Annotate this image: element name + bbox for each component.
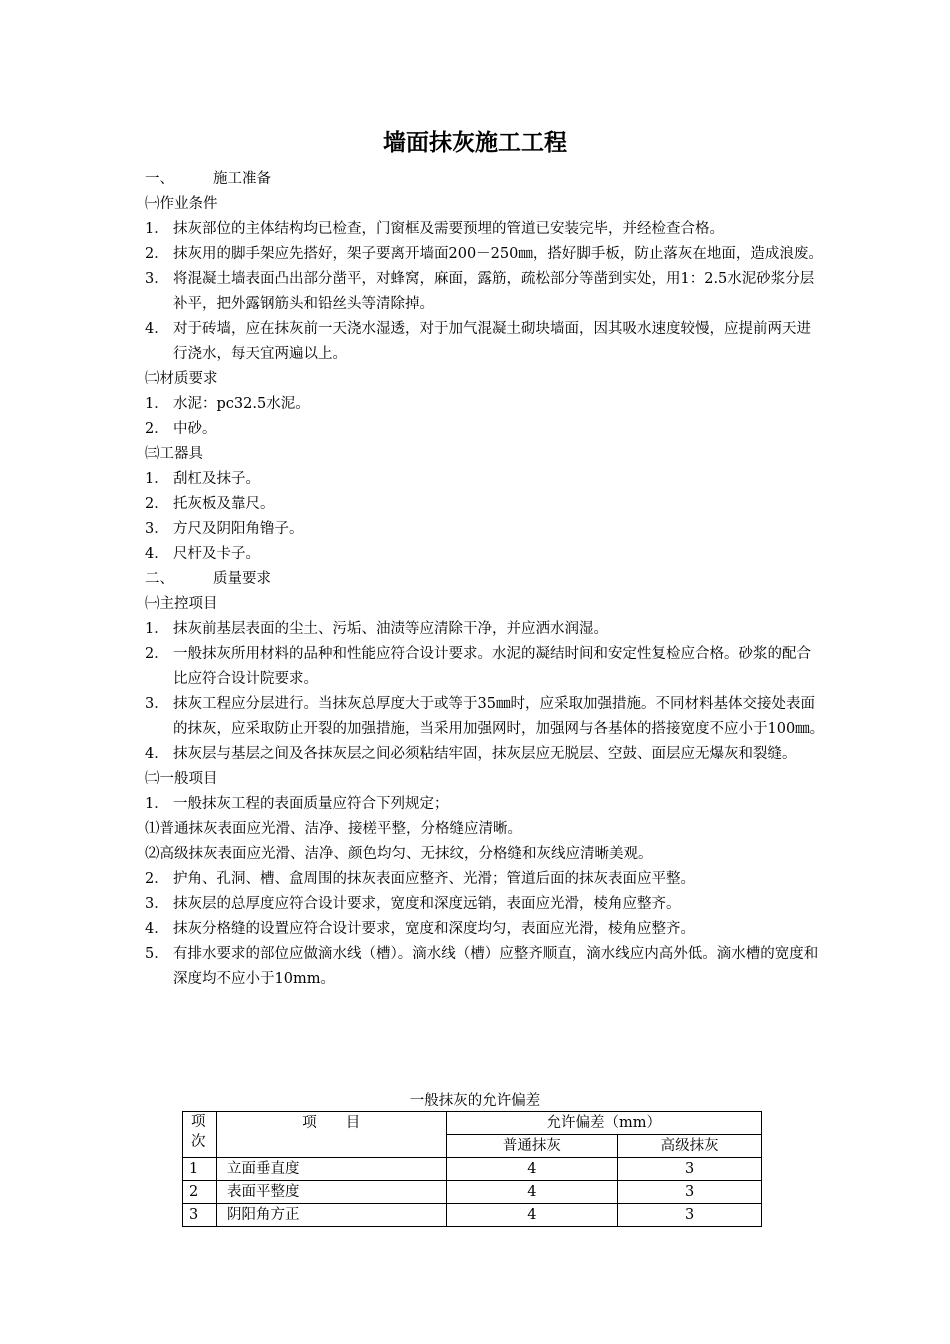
- item-number: 4．: [145, 746, 169, 762]
- row-item: 表面平整度: [216, 1181, 446, 1204]
- subsection-heading: ㈠作业条件: [145, 196, 218, 212]
- list-item: [145, 642, 825, 692]
- item-text: 抹灰层的总厚度应符合设计要求，宽度和深度远销，表面应光滑，棱角应整齐。: [173, 896, 681, 912]
- row-index: 3: [183, 1204, 217, 1227]
- row-index: 2: [183, 1181, 217, 1204]
- item-number: 1．: [145, 621, 169, 637]
- item-text: 抹灰层与基层之间及各抹灰层之间必须粘结牢固，抹灰层应无脱层、空鼓、面层应无爆灰和裂缝。: [173, 746, 797, 762]
- item-number: 3．: [145, 696, 169, 712]
- section-title: 质量要求: [213, 571, 271, 587]
- subsection-heading: ⑴普通抹灰表面应光滑、洁净、接槎平整，分格缝应清晰。: [145, 821, 522, 837]
- header-item: 项 目: [216, 1112, 446, 1158]
- item-text: 护角、孔洞、槽、盒周围的抹灰表面应整齐、光滑；管道后面的抹灰表面应平整。: [173, 871, 695, 887]
- subsection-heading: ㈢工器具: [145, 446, 203, 462]
- table-row: [183, 1204, 762, 1227]
- row-high: 3: [618, 1181, 762, 1204]
- row-high: 3: [618, 1158, 762, 1181]
- row-normal: 4: [446, 1181, 618, 1204]
- item-text: 尺杆及卡子。: [173, 546, 260, 562]
- row-high: 3: [618, 1204, 762, 1227]
- list-item: [145, 692, 825, 742]
- header-index: 项次: [183, 1112, 217, 1158]
- item-number: 3．: [145, 521, 169, 537]
- item-text: 托灰板及靠尺。: [173, 496, 275, 512]
- section-heading: [145, 567, 825, 592]
- table-header-row: [183, 1112, 762, 1135]
- row-normal: 4: [446, 1204, 618, 1227]
- item-text: 有排水要求的部位应做滴水线（槽）。滴水线（槽）应整齐顺直，滴水线应内高外低。滴水槽的宽度和深度均不应小于10mm。: [173, 946, 819, 987]
- item-number: 1．: [145, 471, 169, 487]
- table-row: [183, 1158, 762, 1181]
- item-text: 对于砖墙，应在抹灰前一天浇水湿透，对于加气混凝土砌块墙面，因其吸水速度较慢，应提前两天进行浇水，每天宜两遍以上。: [173, 321, 811, 362]
- item-number: 2．: [145, 871, 169, 887]
- item-text: 抹灰工程应分层进行。当抹灰总厚度大于或等于35㎜时，应采取加强措施。不同材料基体交接处表面的抹灰，应采取防止开裂的加强措施，当采用加强网时，加强网与各基体的搭接宽度不应小于100㎜。: [173, 696, 825, 737]
- item-number: 3．: [145, 896, 169, 912]
- row-item: 立面垂直度: [216, 1158, 446, 1181]
- page-title: 墙面抹灰施工工程: [383, 130, 567, 156]
- item-text: 一般抹灰所用材料的品种和性能应符合设计要求。水泥的凝结时间和安定性复检应合格。砂浆的配合比应符合设计院要求。: [173, 646, 811, 687]
- item-number: 2．: [145, 646, 169, 662]
- item-text: 抹灰分格缝的设置应符合设计要求，宽度和深度均匀，表面应光滑，棱角应整齐。: [173, 921, 695, 937]
- item-text: 刮杠及抹子。: [173, 471, 260, 487]
- table-caption: 一般抹灰的允许偏差: [409, 1093, 541, 1109]
- list-item: [145, 267, 825, 317]
- list-item: [145, 217, 825, 242]
- table-row: [183, 1181, 762, 1204]
- list-item: [145, 617, 825, 642]
- section-number: 一、: [145, 171, 174, 187]
- item-text: 方尺及阴阳角镥子。: [173, 521, 304, 537]
- item-number: 1．: [145, 396, 169, 412]
- list-item: [145, 792, 825, 817]
- item-text: 一般抹灰工程的表面质量应符合下列规定；: [173, 796, 449, 812]
- item-number: 4．: [145, 321, 169, 337]
- item-number: 5．: [145, 946, 169, 962]
- item-number: 4．: [145, 921, 169, 937]
- item-text: 抹灰前基层表面的尘土、污垢、油渍等应清除干净，并应洒水润湿。: [173, 621, 608, 637]
- section-number: 二、: [145, 571, 174, 587]
- item-text: 抹灰部位的主体结构均已检查，门窗框及需要预埋的管道已安装完毕，并经检查合格。: [173, 221, 724, 237]
- row-item: 阴阳角方正: [216, 1204, 446, 1227]
- row-index: 1: [183, 1158, 217, 1181]
- item-number: 3．: [145, 271, 169, 287]
- item-number: 1．: [145, 221, 169, 237]
- subsection-heading: ㈡一般项目: [145, 771, 218, 787]
- item-number: 4．: [145, 546, 169, 562]
- list-item: [145, 467, 825, 492]
- list-item: [145, 742, 825, 767]
- header-normal: 普通抹灰: [446, 1135, 618, 1158]
- list-item: [145, 392, 825, 417]
- list-item: [145, 242, 825, 267]
- subsection-heading: ⑵高级抹灰表面应光滑、洁净、颜色均匀、无抹纹，分格缝和灰线应清晰美观。: [145, 846, 653, 862]
- item-number: 1．: [145, 796, 169, 812]
- list-item: [145, 517, 825, 542]
- item-number: 2．: [145, 496, 169, 512]
- item-number: 2．: [145, 246, 169, 262]
- row-normal: 4: [446, 1158, 618, 1181]
- item-text: 将混凝土墙表面凸出部分凿平，对蜂窝，麻面，露筋，疏松部分等凿到实处，用1：2.5水泥砂浆分层补平，把外露钢筋头和铅丝头等清除掉。: [173, 271, 815, 312]
- item-number: 2．: [145, 421, 169, 437]
- list-item: [145, 317, 825, 367]
- header-high: 高级抹灰: [618, 1135, 762, 1158]
- list-item: [145, 942, 825, 992]
- list-item: [145, 867, 825, 892]
- subsection-heading: ㈠主控项目: [145, 596, 218, 612]
- list-item: [145, 492, 825, 517]
- item-text: 抹灰用的脚手架应先搭好，架子要离开墙面200－250㎜，搭好脚手板，防止落灰在地面，造成浪废。: [173, 246, 823, 262]
- header-tolerance: 允许偏差（mm）: [446, 1112, 761, 1135]
- list-item: [145, 542, 825, 567]
- tolerance-table: [182, 1111, 762, 1227]
- section-heading: [145, 167, 825, 192]
- list-item: [145, 917, 825, 942]
- item-text: 水泥：pc32.5水泥。: [173, 396, 310, 412]
- item-text: 中砂。: [173, 421, 217, 437]
- document-body: [145, 167, 825, 992]
- list-item: [145, 892, 825, 917]
- section-title: 施工准备: [213, 171, 271, 187]
- list-item: [145, 417, 825, 442]
- subsection-heading: ㈡材质要求: [145, 371, 218, 387]
